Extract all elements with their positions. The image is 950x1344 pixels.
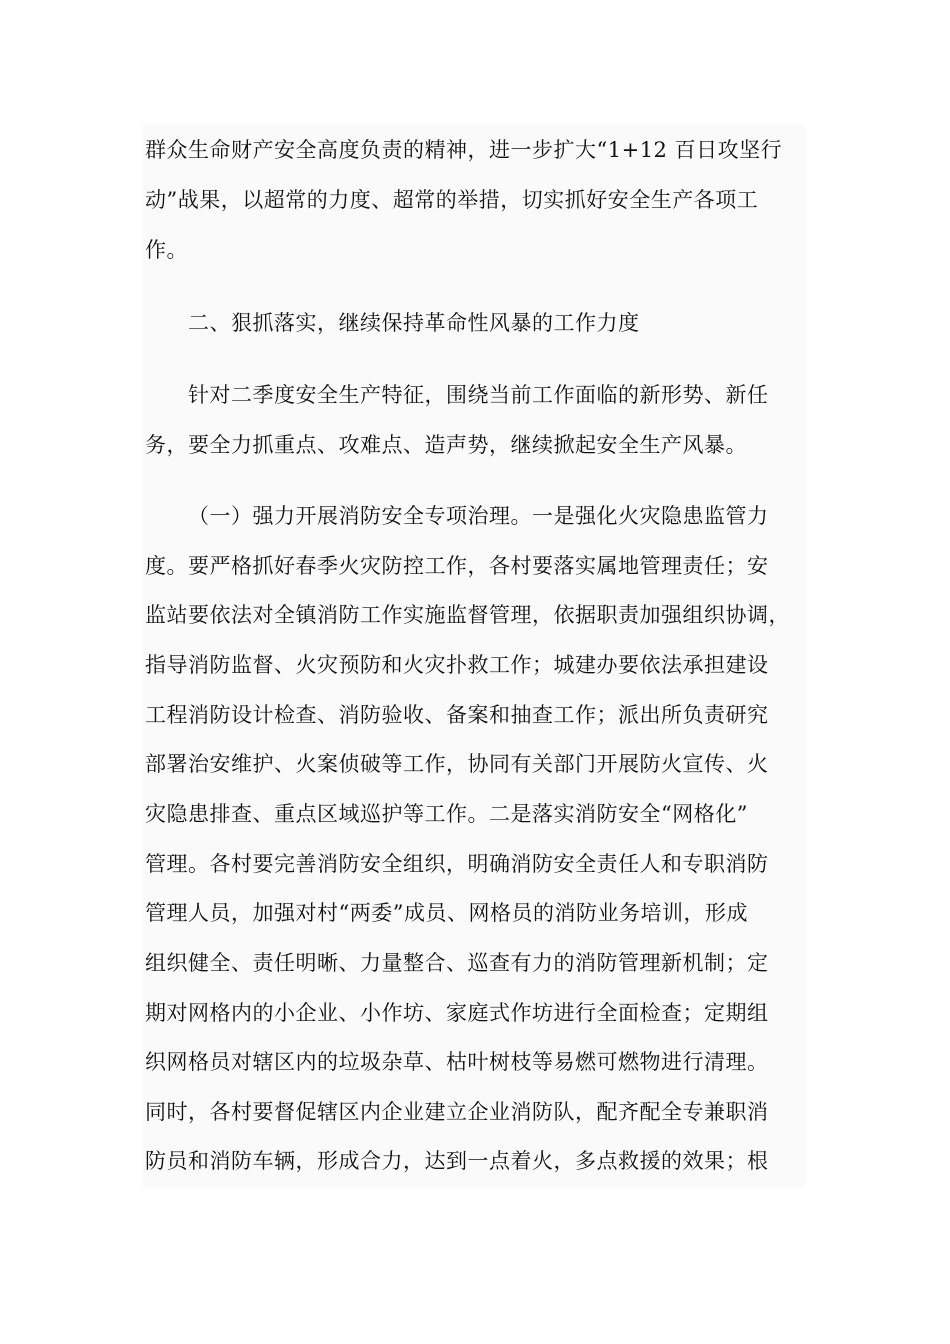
text-line: 度。要严格抓好春季火灾防控工作，各村要落实属地管理责任；安 — [145, 554, 769, 578]
text-line: （一）强力开展消防安全专项治理。一是强化火灾隐患监管力 — [188, 504, 769, 528]
text-line: 织网格员对辖区内的垃圾杂草、枯叶树枝等易燃可燃物进行清理。 — [145, 1050, 769, 1074]
text-line: 监站要依法对全镇消防工作实施监督管理，依据职责加强组织协调， — [145, 603, 790, 627]
text-line: 部署治安维护、火案侦破等工作，协同有关部门开展防火宣传、火 — [145, 752, 769, 776]
section-heading: 二、狠抓落实，继续保持革命性风暴的工作力度 — [188, 311, 640, 335]
text-line: 动”战果，以超常的力度、超常的举措，切实抓好安全生产各项工 — [145, 188, 759, 212]
text-line: 务，要全力抓重点、攻难点、造声势，继续掀起安全生产风暴。 — [145, 433, 747, 457]
text-line: 管理。各村要完善消防安全组织，明确消防安全责任人和专职消防 — [145, 852, 769, 876]
text-line: 同时，各村要督促辖区内企业建立企业消防队，配齐配全专兼职消 — [145, 1100, 769, 1124]
text-line: 防员和消防车辆，形成合力，达到一点着火，多点救援的效果；根 — [145, 1149, 769, 1173]
text-line: 灾隐患排查、重点区域巡护等工作。二是落实消防安全“网格化” — [145, 802, 748, 826]
text-line: 针对二季度安全生产特征，围绕当前工作面临的新形势、新任 — [188, 383, 769, 407]
text-line: 管理人员，加强对村“两委”成员、网格员的消防业务培训，形成 — [145, 901, 748, 925]
text-line: 工程消防设计检查、消防验收、备案和抽查工作；派出所负责研究 — [145, 703, 769, 727]
text-line: 期对网格内的小企业、小作坊、家庭式作坊进行全面检查；定期组 — [145, 1001, 769, 1025]
text-line: 组织健全、责任明晰、力量整合、巡查有力的消防管理新机制；定 — [145, 951, 769, 975]
text-line: 指导消防监督、火灾预防和火灾扑救工作；城建办要依法承担建设 — [145, 653, 769, 677]
text-line: 作。 — [145, 238, 188, 262]
text-line: 群众生命财产安全高度负责的精神，进一步扩大“1+12 百日攻坚行 — [145, 138, 783, 162]
